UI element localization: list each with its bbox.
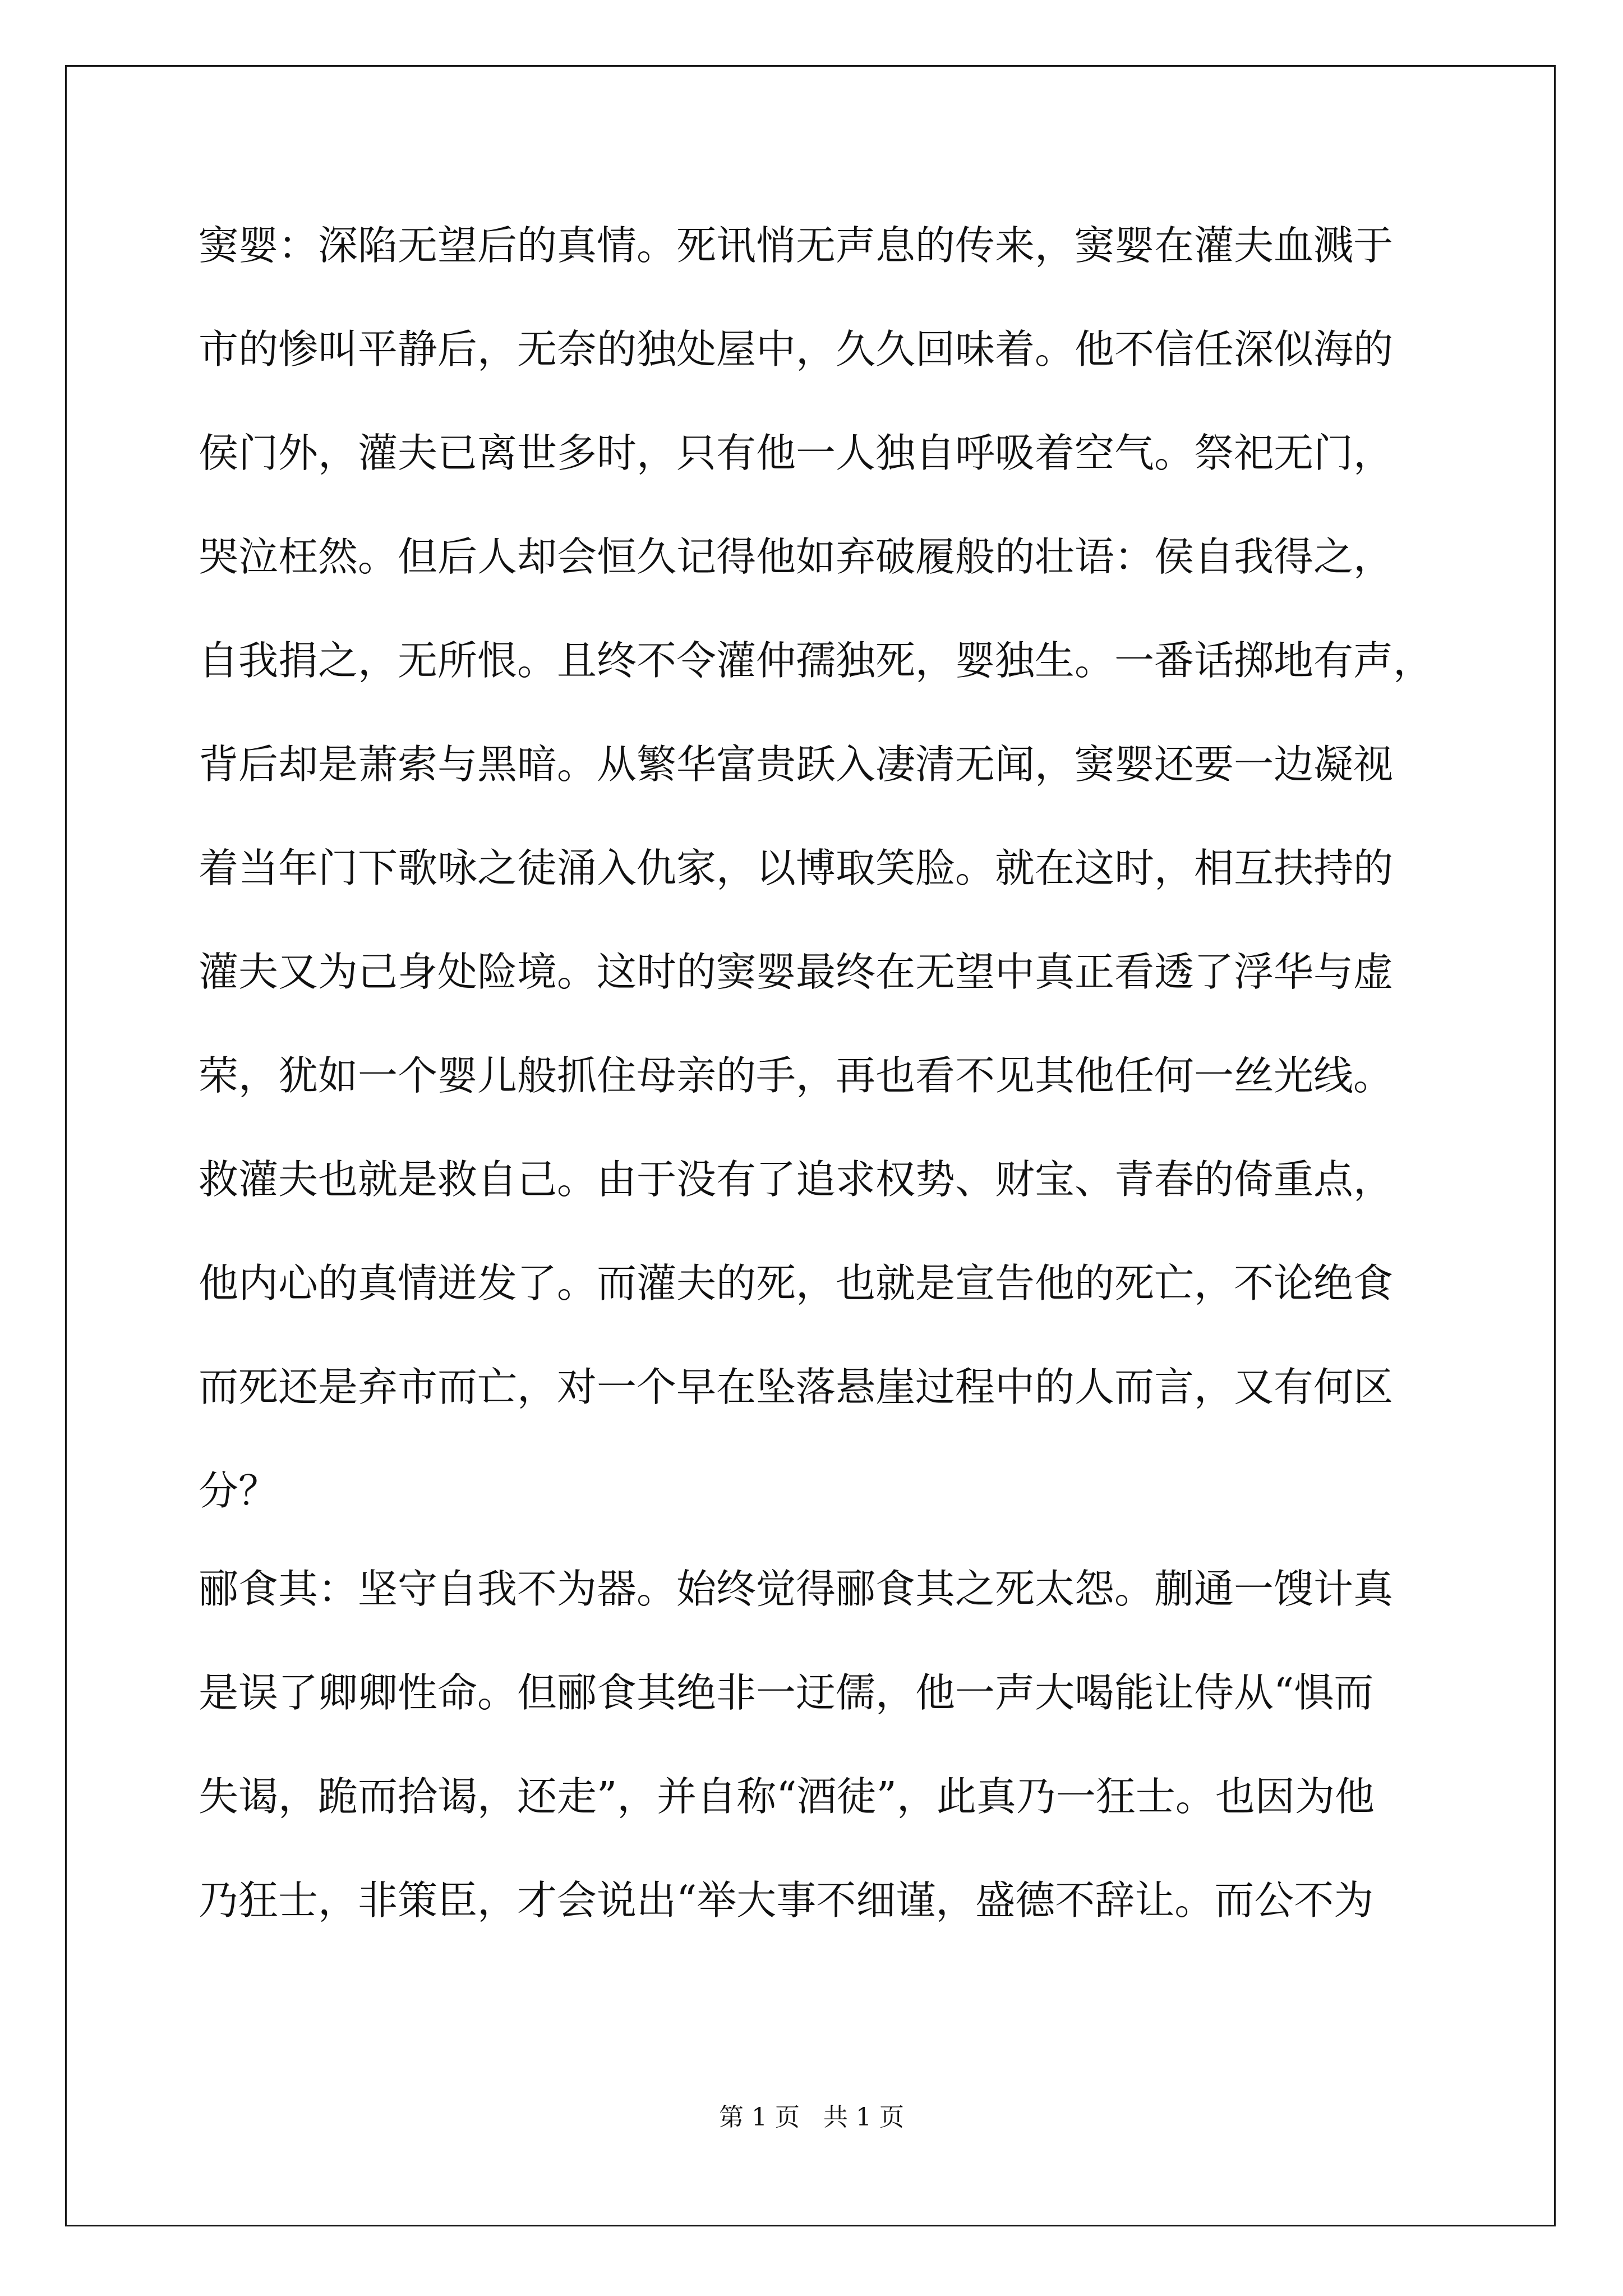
text-line: 荣，犹如一个婴儿般抓住母亲的手，再也看不见其他任何一丝光线。 [199, 1052, 1394, 1099]
text-line: 乃狂士，非策臣，才会说出“举大事不细谨，盛德不辞让。而公不为 [199, 1877, 1374, 1924]
text-line: 侯门外，灌夫已离世多时，只有他一人独自呼吸着空气。祭祀无门， [199, 430, 1394, 476]
page-number-footer: 第 1 页 共 1 页 [719, 2103, 904, 2132]
text-line: 是误了卿卿性命。但郦食其绝非一迂儒，他一声大喝能让侍从“惧而 [199, 1669, 1374, 1716]
text-line: 背后却是萧索与黑暗。从繁华富贵跃入凄清无闻，窦婴还要一边凝视 [199, 741, 1394, 788]
text-line: 郦食其：坚守自我不为器。始终觉得郦食其之死太怨。蒯通一馊计真 [199, 1566, 1394, 1612]
text-line: 救灌夫也就是救自己。由于没有了追求权势、财宝、青春的倚重点， [199, 1156, 1394, 1203]
text-line: 窦婴：深陷无望后的真情。死讯悄无声息的传来，窦婴在灌夫血溅于 [199, 222, 1394, 269]
text-line: 失谒，跪而拾谒，还走”，并自称“酒徒”，此真乃一狂士。也因为他 [199, 1773, 1375, 1820]
text-line: 哭泣枉然。但后人却会恒久记得他如弃破履般的壮语：侯自我得之， [199, 533, 1394, 580]
text-line: 分？ [199, 1467, 279, 1514]
text-line: 自我捐之，无所恨。且终不令灌仲孺独死，婴独生。一番话掷地有声， [199, 637, 1433, 684]
text-line: 市的惨叫平静后，无奈的独处屋中，久久回味着。他不信任深似海的 [199, 326, 1394, 372]
text-line: 而死还是弃市而亡，对一个早在坠落悬崖过程中的人而言，又有何区 [199, 1364, 1394, 1410]
text-line: 他内心的真情迸发了。而灌夫的死，也就是宣告他的死亡，不论绝食 [199, 1260, 1394, 1306]
text-line: 灌夫又为己身处险境。这时的窦婴最终在无望中真正看透了浮华与虚 [199, 949, 1394, 995]
text-line: 着当年门下歌咏之徒涌入仇家，以博取笑脸。就在这时，相互扶持的 [199, 845, 1394, 891]
